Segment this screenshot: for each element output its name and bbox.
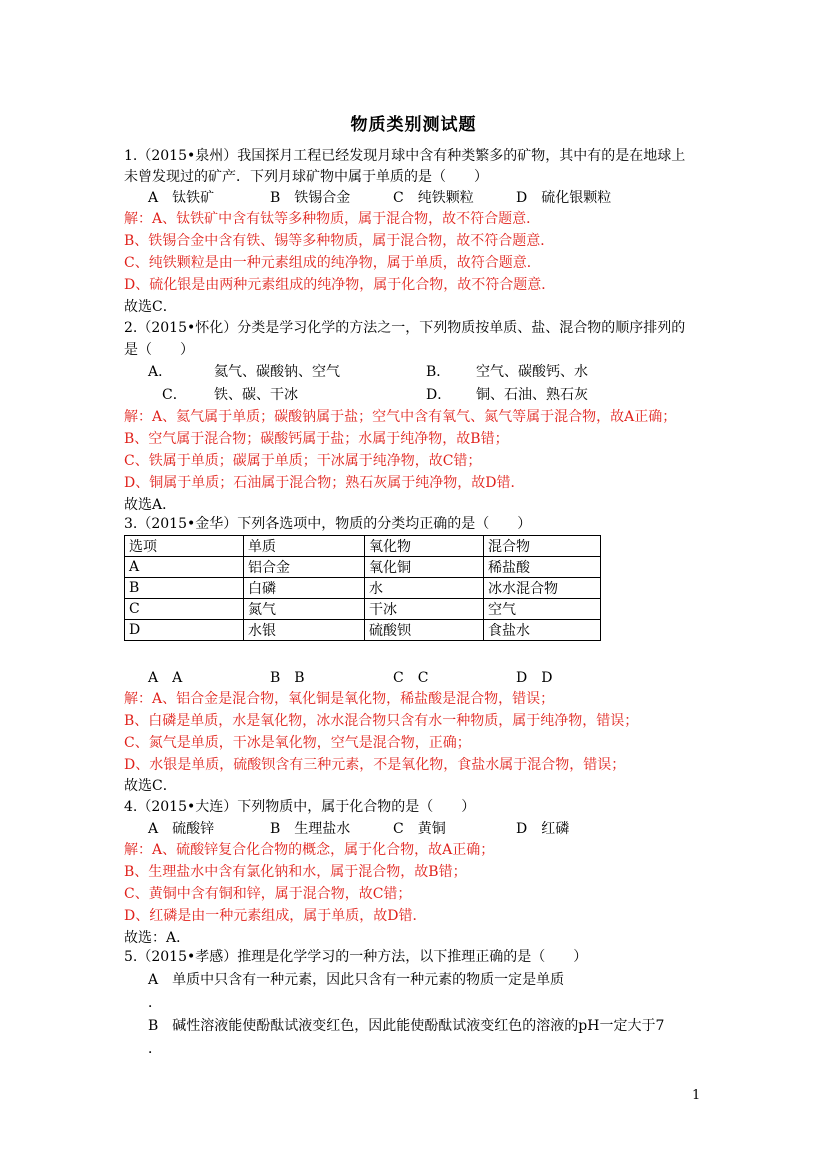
table-cell: 冰水混合物	[484, 578, 601, 599]
q2-stem-line-2: 是（ ）	[124, 342, 194, 358]
table-cell: 氧化物	[365, 536, 484, 557]
q2-option-a-letter: A．	[148, 364, 173, 380]
q3-solution-line: C、氮气是单质，干冰是氧化物，空气是混合物，正确；	[124, 735, 471, 751]
q4-option-a: A 硫酸锌	[148, 821, 215, 837]
q1-solution-line: D、硫化银是由两种元素组成的纯净物，属于化合物，故不符合题意．	[124, 277, 556, 293]
table-cell: 硫酸钡	[365, 620, 484, 641]
q5-option-b-dot: ．	[148, 1041, 162, 1057]
q4-solution-line: D、红磷是由一种元素组成，属于单质，故D错．	[124, 908, 427, 924]
q4-answer: 故选：A．	[124, 930, 191, 946]
q2-stem-line-1: 2.（2015•怀化）分类是学习化学的方法之一，下列物质按单质、盐、混合物的顺序排列的	[124, 320, 686, 336]
q2-option-d-text: 铜、石油、熟石灰	[476, 387, 588, 403]
page-title: 物质类别测试题	[350, 115, 477, 135]
q3-answer: 故选C．	[124, 778, 177, 794]
q2-solution-line: D、铜属于单质；石油属于混合物；熟石灰属于纯净物，故D错．	[124, 475, 525, 491]
table-cell: 白磷	[244, 578, 365, 599]
q1-stem-line-1: 1.（2015•泉州）我国探月工程已经发现月球中含有种类繁多的矿物，其中有的是在地球上	[124, 148, 686, 164]
table-cell: 选项	[125, 536, 244, 557]
q2-option-b-text: 空气、碳酸钙、水	[476, 364, 588, 380]
q2-solution-line: B、空气属于混合物；碳酸钙属于盐；水属于纯净物，故B错；	[124, 431, 509, 447]
table-cell: 空气	[484, 599, 601, 620]
table-cell: 稀盐酸	[484, 557, 601, 578]
q1-answer: 故选C．	[124, 299, 177, 315]
q3-option-a: A A	[148, 670, 183, 686]
q5-option-b: B 碱性溶液能使酚酞试液变红色，因此能使酚酞试液变红色的溶液的pH一定大于7	[148, 1018, 665, 1034]
table-row	[125, 599, 601, 620]
table-cell: 铝合金	[244, 557, 365, 578]
q2-option-c-letter: C．	[162, 387, 187, 403]
q4-solution-line: C、黄铜中含有铜和锌，属于混合物，故C错；	[124, 886, 412, 902]
page-number: 1	[692, 1088, 701, 1103]
q4-option-b: B 生理盐水	[270, 821, 351, 837]
table-header-row	[125, 536, 601, 557]
q2-option-a-text: 氦气、碳酸钠、空气	[214, 364, 340, 380]
q3-solution-line: 解：A、铝合金是混合物，氧化铜是氧化物，稀盐酸是混合物，错误；	[124, 691, 555, 707]
q1-option-b: B 铁锡合金	[270, 190, 351, 206]
q2-option-b-letter: B．	[426, 364, 451, 380]
table-row	[125, 578, 601, 599]
q4-option-d: D 红磷	[516, 821, 570, 837]
q2-solution-line: 解：A、氦气属于单质；碳酸钠属于盐；空气中含有氧气、氮气等属于混合物，故A正确；	[124, 409, 677, 425]
q3-option-c: C C	[393, 670, 429, 686]
table-cell: C	[125, 599, 244, 620]
table-cell: 单质	[244, 536, 365, 557]
q3-option-b: B B	[270, 670, 305, 686]
q1-solution-line: B、铁锡合金中含有铁、锡等多种物质，属于混合物，故不符合题意．	[124, 233, 555, 249]
table-cell: 水	[365, 578, 484, 599]
q2-option-c-text: 铁、碳、干冰	[214, 387, 298, 403]
table-cell: 干冰	[365, 599, 484, 620]
q4-option-c: C 黄铜	[393, 821, 446, 837]
q1-solution-line: 解：A、钛铁矿中含有钛等多种物质，属于混合物，故不符合题意．	[124, 211, 541, 227]
q4-stem: 4.（2015•大连）下列物质中，属于化合物的是（ ）	[124, 799, 476, 815]
q5-option-a: A 单质中只含有一种元素，因此只含有一种元素的物质一定是单质	[148, 972, 565, 988]
table-cell: 食盐水	[484, 620, 601, 641]
q4-solution-line: B、生理盐水中含有氯化钠和水，属于混合物，故B错；	[124, 864, 467, 880]
q5-stem: 5.（2015•孝感）推理是化学学习的一种方法，以下推理正确的是（ ）	[124, 949, 588, 965]
q2-solution-line: C、铁属于单质；碳属于单质；干冰属于纯净物，故C错；	[124, 453, 482, 469]
q4-solution-line: 解：A、硫酸锌复合化合物的概念，属于化合物，故A正确；	[124, 842, 495, 858]
q2-option-d-letter: D．	[426, 387, 452, 403]
q3-stem: 3.（2015•金华）下列各选项中，物质的分类均正确的是（ ）	[124, 516, 532, 532]
table-cell: 氧化铜	[365, 557, 484, 578]
table-cell: 氮气	[244, 599, 365, 620]
q5-option-a-dot: ．	[148, 995, 162, 1011]
table-cell: D	[125, 620, 244, 641]
q1-stem-line-2: 未曾发现过的矿产．下列月球矿物中属于单质的是（ ）	[124, 169, 488, 185]
q3-solution-line: D、水银是单质，硫酸钡含有三种元素，不是氧化物，食盐水属于混合物，错误；	[124, 757, 626, 773]
q1-option-d: D 硫化银颗粒	[516, 190, 612, 206]
table-cell: A	[125, 557, 244, 578]
q3-solution-line: B、白磷是单质，水是氧化物，冰水混合物只含有水一种物质，属于纯净物，错误；	[124, 713, 639, 729]
q3-option-d: D D	[516, 670, 553, 686]
table-cell: B	[125, 578, 244, 599]
q1-solution-line: C、纯铁颗粒是由一种元素组成的纯净物，属于单质，故符合题意．	[124, 255, 541, 271]
table-row	[125, 620, 601, 641]
classification-table	[124, 535, 601, 641]
q1-option-c: C 纯铁颗粒	[393, 190, 474, 206]
table-row	[125, 557, 601, 578]
q2-answer: 故选A．	[124, 497, 177, 513]
q1-option-a: A 钛铁矿	[148, 190, 215, 206]
table-cell: 混合物	[484, 536, 601, 557]
table-cell: 水银	[244, 620, 365, 641]
